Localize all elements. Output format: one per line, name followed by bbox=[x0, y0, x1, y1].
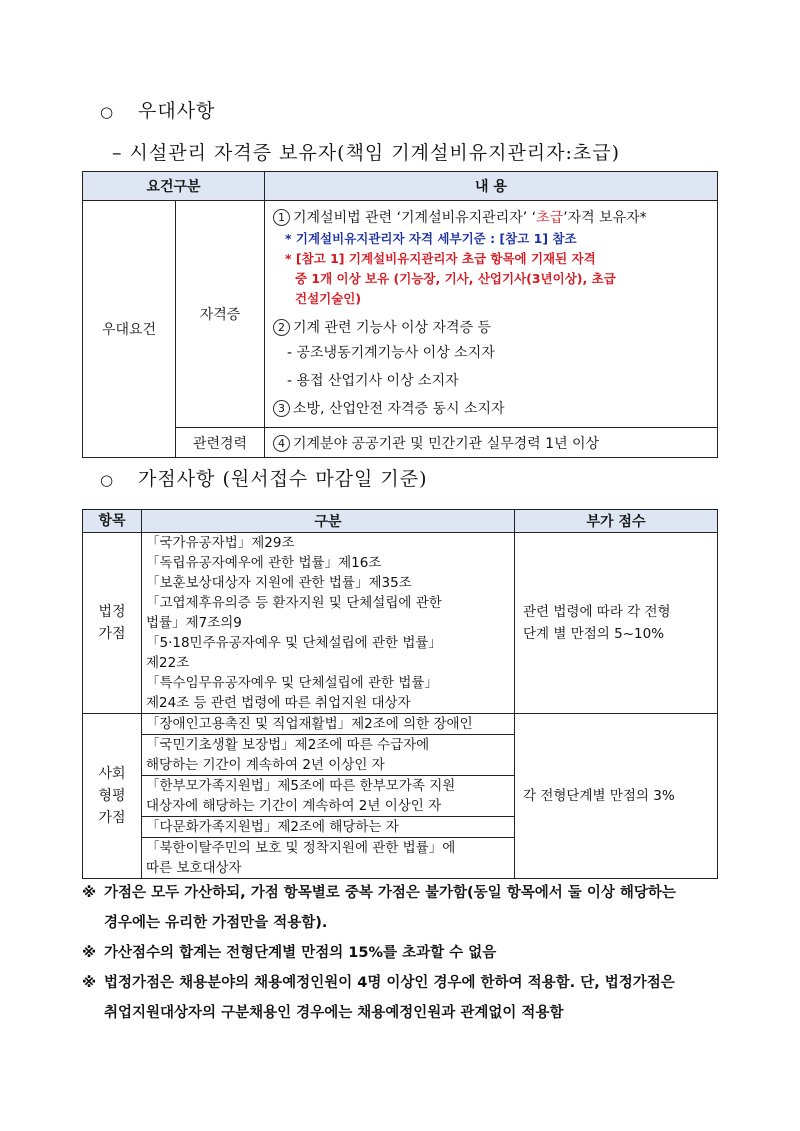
highlight-junior: 초급 bbox=[536, 210, 564, 226]
law-line: 「5·18민주유공자예우 및 단체설립에 관한 법률」 bbox=[146, 635, 442, 651]
bullet-circle: ○ bbox=[100, 471, 115, 489]
social-equity-list bbox=[142, 714, 514, 878]
note-reference-1: * [참고 1] 기계설비유지관리자 초급 항목에 기재된 자격 bbox=[285, 251, 596, 266]
section-bonus-title: ○ 가점사항 (원서접수 마감일 기준) bbox=[100, 468, 428, 490]
list-item: 「다문화가족지원법」제2조에 해당하는 자 bbox=[142, 817, 514, 838]
reference-mark: ※ bbox=[82, 885, 97, 901]
note-reference-2: 중 1개 이상 보유 (기능장, 기사, 산업기사(3년이상), 초급 bbox=[295, 271, 616, 286]
reference-mark: ※ bbox=[82, 975, 97, 991]
law-line: 「독립유공자예우에 관한 법률」제16조 bbox=[146, 555, 382, 571]
law-line: 「고엽제후유의증 등 환자지원 및 단체설립에 관한 bbox=[146, 595, 442, 611]
law-line: 제22조 bbox=[146, 655, 190, 671]
list-item: 「한부모가족지원법」제5조에 따른 한부모가족 지원 대상자에 해당하는 기간이 계속하여 2년 이상인 자 bbox=[142, 776, 514, 817]
circled-number-4: 4 bbox=[273, 435, 290, 452]
row-label-preference: 우대요건 bbox=[83, 201, 176, 458]
note-1: ※ 가점은 모두 가산하되, 가점 항목별로 중복 가점은 불가함(동일 항목에서 둘 이상 해당하는 bbox=[82, 878, 732, 908]
experience-content: 4 기계분야 공공기관 및 민간기관 실무경력 1년 이상 bbox=[265, 428, 718, 458]
preference-table bbox=[82, 171, 718, 458]
header-category: 구분 bbox=[142, 510, 515, 533]
item-1: 1 기계설비법 관련 ‘기계설비유지관리자’ ‘초급’자격 보유자* bbox=[273, 207, 709, 229]
bullet-circle: ○ bbox=[100, 103, 115, 121]
header-points: 부가 점수 bbox=[515, 510, 718, 533]
reference-mark: ※ bbox=[82, 945, 97, 961]
notes bbox=[82, 878, 732, 1028]
item-2: 2 기계 관련 기능사 이상 자격증 등 bbox=[273, 317, 709, 339]
sub-label-experience: 관련경력 bbox=[176, 428, 265, 458]
row-label-legal-bonus: 법정 가점 bbox=[83, 533, 142, 714]
note-reference-3: 건설기술인) bbox=[295, 291, 362, 306]
note-detail-criteria: * 기계설비유지관리자 자격 세부기준 : [참고 1] 참조 bbox=[285, 231, 577, 246]
legal-bonus-laws bbox=[142, 533, 515, 714]
circled-number-2: 2 bbox=[273, 319, 290, 336]
law-line: 법률」제7조의9 bbox=[146, 615, 242, 631]
certificate-content bbox=[265, 201, 718, 428]
header-requirement: 요건구분 bbox=[83, 172, 265, 201]
circled-number-1: 1 bbox=[273, 209, 290, 226]
list-item: 「북한이탈주민의 보호 및 정착지원에 관한 법률」에 따른 보호대상자 bbox=[146, 840, 456, 876]
section-preference-title: ○ 우대사항 bbox=[100, 100, 216, 122]
law-line: 「국가유공자법」제29조 bbox=[146, 535, 295, 551]
item-2-sub-1: - 공조냉동기계기능사 이상 소지자 bbox=[287, 345, 495, 361]
law-line: 제24조 등 관련 법령에 따른 취업지원 대상자 bbox=[146, 695, 411, 711]
item-3: 3 소방, 산업안전 자격증 동시 소지자 bbox=[273, 395, 709, 423]
bonus-points-table bbox=[82, 509, 718, 879]
list-item: 「국민기초생활 보장법」제2조에 따른 수급자에 해당하는 기간이 계속하여 2년 이상인 자 bbox=[142, 735, 514, 776]
circled-number-3: 3 bbox=[273, 400, 290, 417]
note-3: ※ 법정가점은 채용분야의 채용예정인원이 4명 이상인 경우에 한하여 적용함. 단, 법정가점은 bbox=[82, 968, 732, 998]
law-line: 「보훈보상대상자 지원에 관한 법률」제35조 bbox=[146, 575, 412, 591]
row-label-social-equity: 사회 형평 가점 bbox=[83, 714, 142, 879]
header-content: 내 용 bbox=[265, 172, 718, 201]
header-item: 항목 bbox=[83, 510, 142, 533]
section-preference-subtitle: – 시설관리 자격증 보유자(책임 기계설비유지관리자:초급) bbox=[112, 142, 621, 164]
note-3-cont: 취업지원대상자의 구분채용인 경우에는 채용예정인원과 관계없이 적용함 bbox=[104, 1005, 564, 1021]
note-1-cont: 경우에는 유리한 가점만을 적용함). bbox=[104, 915, 328, 931]
list-item: 「장애인고용촉진 및 직업재활법」제2조에 의한 장애인 bbox=[142, 714, 514, 735]
sub-label-certificate: 자격증 bbox=[176, 201, 265, 428]
law-line: 「특수임무유공자예우 및 단체설립에 관한 법률」 bbox=[146, 675, 438, 691]
item-2-sub-2: - 용접 산업기사 이상 소지자 bbox=[287, 373, 459, 389]
legal-bonus-score: 관련 법령에 따라 각 전형 단계 별 만점의 5~10% bbox=[515, 533, 718, 714]
social-equity-criteria bbox=[142, 714, 515, 879]
social-equity-score: 각 전형단계별 만점의 3% bbox=[515, 714, 718, 879]
note-2: ※ 가산점수의 합계는 전형단계별 만점의 15%를 초과할 수 없음 bbox=[82, 938, 732, 968]
